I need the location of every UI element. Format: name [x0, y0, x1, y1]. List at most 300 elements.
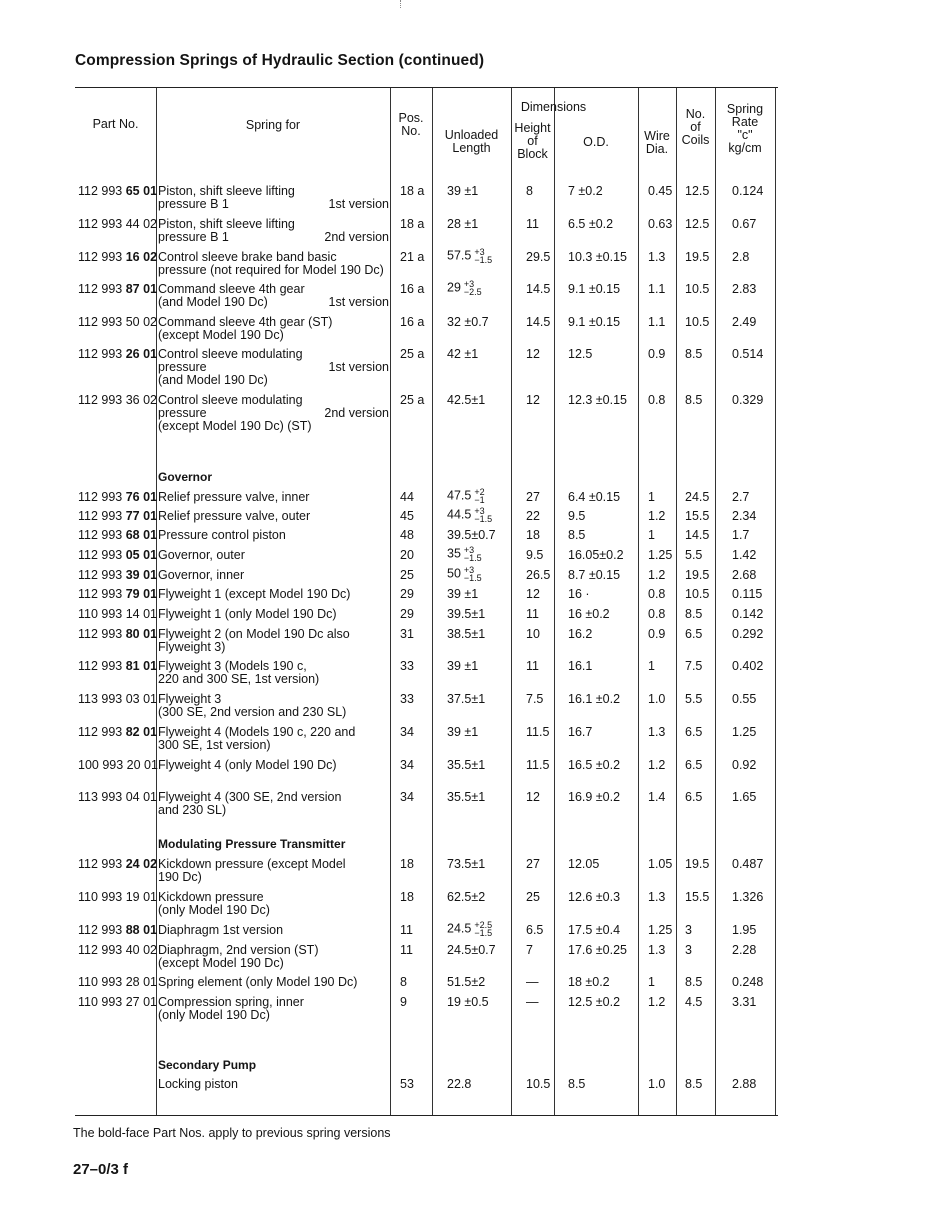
coil-count: 19.5	[685, 250, 710, 264]
tolerance-lower: −1.5	[474, 255, 493, 265]
pos-number: 25 a	[400, 393, 425, 407]
outer-diameter: 12.5	[568, 347, 593, 361]
part-number	[78, 693, 157, 706]
pos-number: 18 a	[400, 184, 425, 198]
pos-number: 31	[400, 627, 414, 641]
outer-diameter: 17.6 ±0.25	[568, 943, 627, 957]
wire-diameter: 1.3	[648, 943, 666, 957]
col-divider	[638, 88, 639, 1115]
part-number-bold: 80 01	[125, 627, 158, 641]
spring-description: Governor, outer	[158, 548, 245, 562]
outer-diameter: 16.1	[568, 659, 593, 673]
part-number-prefix: 110 993 14 01	[78, 607, 158, 621]
pos-number: 11	[400, 923, 413, 937]
coil-count: 5.5	[685, 548, 703, 562]
part-number-bold: 87 01	[125, 282, 158, 296]
spring-rate: 1.25	[732, 725, 757, 739]
part-number-prefix: 112 993	[78, 282, 126, 296]
spring-description: Kickdown pressure (except Model	[158, 857, 346, 871]
part-number-prefix: 113 993 03 01	[78, 692, 158, 706]
pos-number: 34	[400, 758, 414, 772]
pos-number: 33	[400, 659, 414, 673]
version-note: 1st version	[328, 295, 389, 309]
spring-rate: 1.326	[732, 890, 764, 904]
spring-rate: 0.514	[732, 347, 764, 361]
unloaded-length	[447, 996, 489, 1009]
block-height: 27	[526, 857, 540, 871]
spring-rate: 2.88	[732, 1077, 757, 1091]
pos-number: 25	[400, 568, 414, 582]
pos-number: 21 a	[400, 250, 425, 264]
pos-number: 8	[400, 975, 407, 989]
pos-number: 48	[400, 528, 414, 542]
part-number-bold: 76 01	[125, 490, 158, 504]
block-height: 14.5	[526, 315, 551, 329]
outer-diameter: 8.5	[568, 1077, 586, 1091]
outer-diameter: 16.7	[568, 725, 593, 739]
unloaded-length	[447, 488, 485, 504]
wire-diameter: 0.45	[648, 184, 673, 198]
part-number	[78, 759, 158, 772]
part-number	[78, 976, 157, 989]
spring-description: Diaphragm, 2nd version (ST)	[158, 943, 319, 957]
length-value: 42.5±1	[447, 393, 486, 407]
wire-diameter: 1.0	[648, 692, 666, 706]
spring-description: (except Model 190 Dc)	[158, 328, 284, 342]
part-number-bold: 39 01	[125, 568, 158, 582]
spring-rate: 2.7	[732, 490, 750, 504]
part-number-bold: 16 02	[125, 250, 158, 264]
spring-description: Kickdown pressure	[158, 890, 264, 904]
part-number-bold: 24 02	[125, 857, 158, 871]
outer-diameter: 9.1 ±0.15	[568, 282, 621, 296]
block-height: 12	[526, 790, 540, 804]
coil-count: 8.5	[685, 1077, 703, 1091]
col-divider	[775, 88, 776, 1115]
length-value: 32 ±0.7	[447, 315, 489, 329]
part-number-prefix: 113 993 04 01	[78, 790, 158, 804]
outer-diameter: 7 ±0.2	[568, 184, 603, 198]
length-value: 35	[447, 546, 461, 561]
unloaded-length	[447, 726, 478, 739]
header-unloaded-length: Unloaded Length	[444, 128, 499, 155]
coil-count: 10.5	[685, 587, 710, 601]
outer-diameter: 18 ±0.2	[568, 975, 610, 989]
part-number	[78, 628, 157, 641]
tolerance-lower: −1	[474, 495, 485, 505]
length-value: 39 ±1	[447, 659, 479, 673]
spring-description: Governor, inner	[158, 568, 245, 582]
length-value: 39 ±1	[447, 184, 479, 198]
wire-diameter: 1.4	[648, 790, 666, 804]
unloaded-length	[447, 566, 482, 582]
length-value: 39 ±1	[447, 725, 479, 739]
spring-description: pressure (not required for Model 190 Dc)	[158, 263, 384, 277]
pos-number: 45	[400, 509, 414, 523]
pos-number: 11	[400, 943, 413, 957]
part-number-bold: 05 01	[125, 548, 158, 562]
part-number-prefix: 110 993 27 01	[78, 995, 158, 1009]
spring-description: Diaphragm 1st version	[158, 923, 284, 937]
spring-description: Piston, shift sleeve lifting	[158, 217, 295, 231]
part-number	[78, 491, 157, 504]
wire-diameter: 1.3	[648, 890, 666, 904]
outer-diameter: 8.7 ±0.15	[568, 568, 621, 582]
spring-description: Flyweight 4 (300 SE, 2nd version	[158, 790, 342, 804]
tolerance-upper: +3	[463, 545, 475, 555]
block-height: 10	[526, 627, 540, 641]
outer-diameter: 9.1 ±0.15	[568, 315, 621, 329]
unloaded-length	[447, 1078, 471, 1091]
spring-description: Relief pressure valve, inner	[158, 490, 310, 504]
coil-count: 12.5	[685, 184, 710, 198]
unloaded-length	[447, 608, 485, 621]
version-note: 2nd version	[324, 230, 389, 244]
coil-count: 10.5	[685, 315, 710, 329]
outer-diameter: 17.5 ±0.4	[568, 923, 621, 937]
tolerance-lower: −1.5	[463, 573, 482, 583]
spring-rate: 3.31	[732, 995, 757, 1009]
page-title: Compression Springs of Hydraulic Section (continued)	[75, 52, 485, 69]
part-number-prefix: 112 993	[78, 490, 126, 504]
length-value: 39.5±1	[447, 607, 486, 621]
outer-diameter: 12.6 ±0.3	[568, 890, 621, 904]
coil-count: 6.5	[685, 725, 703, 739]
block-height: 25	[526, 890, 540, 904]
block-height: 29.5	[526, 250, 551, 264]
spring-rate: 2.49	[732, 315, 757, 329]
unloaded-length	[447, 944, 496, 957]
col-divider	[511, 88, 512, 1115]
part-number-prefix: 112 993	[78, 347, 126, 361]
spring-description: pressure	[158, 406, 207, 420]
spring-description: 300 SE, 1st version)	[158, 738, 271, 752]
coil-count: 6.5	[685, 627, 703, 641]
length-tolerance	[474, 248, 492, 264]
spring-rate: 2.83	[732, 282, 757, 296]
outer-diameter: 6.5 ±0.2	[568, 217, 614, 231]
spring-rate: 0.55	[732, 692, 757, 706]
spring-description: (except Model 190 Dc) (ST)	[158, 419, 312, 433]
unloaded-length	[447, 348, 478, 361]
coil-count: 8.5	[685, 393, 703, 407]
tolerance-lower: −1.5	[474, 928, 493, 938]
header-part-no: Part No.	[92, 117, 139, 131]
length-value: 24.5	[447, 921, 472, 936]
part-number	[78, 529, 157, 542]
wire-diameter: 0.9	[648, 627, 666, 641]
pos-number: 34	[400, 790, 414, 804]
wire-diameter: 1.2	[648, 568, 666, 582]
outer-diameter: 9.5	[568, 509, 586, 523]
pos-number: 29	[400, 607, 414, 621]
coil-count: 8.5	[685, 347, 703, 361]
unloaded-length	[447, 529, 496, 542]
part-number-prefix: 112 993	[78, 725, 126, 739]
length-tolerance	[464, 546, 482, 562]
col-divider	[715, 88, 716, 1115]
spring-rate: 0.115	[732, 587, 763, 601]
pos-number: 18 a	[400, 217, 425, 231]
wire-diameter: 1	[648, 975, 655, 989]
length-value: 38.5±1	[447, 627, 486, 641]
part-number-prefix: 112 993	[78, 857, 126, 871]
spring-rate: 0.487	[732, 857, 764, 871]
length-value: 73.5±1	[447, 857, 486, 871]
pos-number: 9	[400, 995, 407, 1009]
block-height: 12	[526, 587, 540, 601]
col-divider	[432, 88, 433, 1115]
part-number-prefix: 112 993	[78, 627, 126, 641]
outer-diameter: 16 ·	[568, 587, 590, 601]
length-value: 22.8	[447, 1077, 472, 1091]
length-value: 29	[447, 280, 461, 295]
tolerance-upper: +3	[463, 279, 475, 289]
length-value: 19 ±0.5	[447, 995, 489, 1009]
coil-count: 8.5	[685, 607, 703, 621]
spring-rate: 1.65	[732, 790, 757, 804]
spring-description: Command sleeve 4th gear (ST)	[158, 315, 333, 329]
part-number-prefix: 112 993 50 02	[78, 315, 158, 329]
block-height: 14.5	[526, 282, 551, 296]
spring-description: Flyweight 4 (Models 190 c, 220 and	[158, 725, 356, 739]
part-number	[78, 660, 157, 673]
version-note: 2nd version	[324, 406, 389, 420]
block-height: 8	[526, 184, 533, 198]
outer-diameter: 16.2	[568, 627, 593, 641]
outer-diameter: 16 ±0.2	[568, 607, 610, 621]
block-height: 11	[526, 607, 539, 621]
spring-description: (only Model 190 Dc)	[158, 1008, 270, 1022]
wire-diameter: 1.2	[648, 995, 666, 1009]
tolerance-lower: −2.5	[463, 287, 482, 297]
part-number-prefix: 112 993 36 02	[78, 393, 158, 407]
length-value: 24.5±0.7	[447, 943, 496, 957]
spring-description: Pressure control piston	[158, 528, 286, 542]
pos-number: 25 a	[400, 347, 425, 361]
unloaded-length	[447, 248, 492, 264]
spring-rate: 1.95	[732, 923, 757, 937]
length-value: 28 ±1	[447, 217, 479, 231]
part-number-bold: 88 01	[125, 923, 158, 937]
block-height: 11.5	[526, 758, 550, 772]
coil-count: 5.5	[685, 692, 703, 706]
spring-description: and 230 SL)	[158, 803, 227, 817]
coil-count: 15.5	[685, 509, 710, 523]
spring-description: (and Model 190 Dc)	[158, 373, 268, 387]
coil-count: 6.5	[685, 758, 703, 772]
wire-diameter: 1	[648, 528, 655, 542]
part-number	[78, 996, 157, 1009]
wire-diameter: 0.9	[648, 347, 666, 361]
part-number	[78, 394, 157, 407]
wire-diameter: 1.3	[648, 725, 666, 739]
wire-diameter: 0.8	[648, 587, 666, 601]
header-od: O.D.	[583, 135, 609, 149]
spring-rate: 2.68	[732, 568, 757, 582]
tolerance-upper: +3	[474, 506, 485, 516]
unloaded-length	[447, 394, 485, 407]
spring-description: Flyweight 3 (Models 190 c,	[158, 659, 307, 673]
block-height: 11.5	[526, 725, 550, 739]
pos-number: 29	[400, 587, 414, 601]
spring-description: Flyweight 3	[158, 692, 222, 706]
header-dimensions: Dimensions	[520, 100, 587, 114]
part-number	[78, 316, 157, 329]
part-number	[78, 608, 157, 621]
length-value: 62.5±2	[447, 890, 486, 904]
block-height: 7.5	[526, 692, 544, 706]
coil-count: 7.5	[685, 659, 703, 673]
block-height: 12	[526, 347, 540, 361]
part-number-prefix: 110 993 19 01	[78, 890, 158, 904]
block-height: 6.5	[526, 923, 544, 937]
length-value: 44.5	[447, 507, 472, 522]
coil-count: 3	[685, 923, 692, 937]
spring-description: Flyweight 1 (only Model 190 Dc)	[158, 607, 337, 621]
wire-diameter: 1.1	[648, 315, 666, 329]
pos-number: 16 a	[400, 282, 425, 296]
spring-rate: 0.292	[732, 627, 764, 641]
outer-diameter: 16.1 ±0.2	[568, 692, 621, 706]
spring-description: Locking piston	[158, 1077, 238, 1091]
spring-description: Compression spring, inner	[158, 995, 304, 1009]
pos-number: 16 a	[400, 315, 425, 329]
part-number-prefix: 110 993 28 01	[78, 975, 158, 989]
length-tolerance	[464, 280, 482, 296]
coil-count: 6.5	[685, 790, 703, 804]
unloaded-length	[447, 185, 478, 198]
part-number-prefix: 112 993 40 02	[78, 943, 158, 957]
header-height-of-block: Height of Block	[514, 121, 551, 161]
spring-description: Flyweight 3)	[158, 640, 226, 654]
spring-description: Control sleeve modulating	[158, 393, 303, 407]
block-height: 26.5	[526, 568, 551, 582]
pos-number: 34	[400, 725, 414, 739]
version-note: 1st version	[328, 360, 389, 374]
length-value: 35.5±1	[447, 758, 486, 772]
pos-number: 44	[400, 490, 414, 504]
part-number	[78, 791, 157, 804]
header-spring-for: Spring for	[245, 118, 301, 132]
spring-description: 220 and 300 SE, 1st version)	[158, 672, 320, 686]
part-number-prefix: 100 993 20 01	[78, 758, 158, 772]
part-number	[78, 569, 157, 582]
unloaded-length	[447, 588, 478, 601]
length-value: 47.5	[447, 488, 472, 503]
part-number-prefix: 112 993 44 02	[78, 217, 158, 231]
header-wire-dia: Wire Dia.	[644, 129, 670, 156]
col-divider	[554, 88, 555, 1115]
part-number-prefix: 112 993	[78, 548, 126, 562]
pos-number: 33	[400, 692, 414, 706]
spring-description: (300 SE, 2nd version and 230 SL)	[158, 705, 347, 719]
length-value: 42 ±1	[447, 347, 479, 361]
part-number	[78, 891, 157, 904]
spring-description: Flyweight 4 (only Model 190 Dc)	[158, 758, 337, 772]
pos-number: 18	[400, 890, 414, 904]
unloaded-length	[447, 628, 485, 641]
spring-description: Command sleeve 4th gear	[158, 282, 305, 296]
block-height: —	[526, 975, 539, 989]
block-height: 22	[526, 509, 540, 523]
tolerance-lower: −1.5	[463, 553, 482, 563]
coil-count: 19.5	[685, 568, 710, 582]
wire-diameter: 1.3	[648, 250, 666, 264]
unloaded-length	[447, 546, 482, 562]
col-divider	[676, 88, 677, 1115]
outer-diameter: 6.4 ±0.15	[568, 490, 621, 504]
spring-rate: 0.92	[732, 758, 757, 772]
block-height: 27	[526, 490, 540, 504]
part-number-bold: 68 01	[125, 528, 158, 542]
spring-rate: 1.7	[732, 528, 750, 542]
wire-diameter: 0.8	[648, 393, 666, 407]
unloaded-length	[447, 759, 485, 772]
part-number	[78, 185, 157, 198]
spring-rate: 2.34	[732, 509, 757, 523]
spring-description: pressure B 1	[158, 197, 229, 211]
wire-diameter: 1.1	[648, 282, 666, 296]
outer-diameter: 8.5	[568, 528, 586, 542]
spring-rate: 0.67	[732, 217, 757, 231]
part-number-prefix: 112 993	[78, 587, 126, 601]
part-number-bold: 77 01	[125, 509, 158, 523]
spring-rate: 0.248	[732, 975, 764, 989]
block-height: 7	[526, 943, 533, 957]
spring-description: Flyweight 1 (except Model 190 Dc)	[158, 587, 351, 601]
unloaded-length	[447, 218, 478, 231]
pos-number: 20	[400, 548, 414, 562]
outer-diameter: 12.05	[568, 857, 600, 871]
coil-count: 12.5	[685, 217, 710, 231]
length-tolerance	[474, 507, 492, 523]
tolerance-upper: +3	[463, 565, 475, 575]
coil-count: 8.5	[685, 975, 703, 989]
wire-diameter: 0.8	[648, 607, 666, 621]
part-number-prefix: 112 993	[78, 250, 126, 264]
block-height: 9.5	[526, 548, 544, 562]
outer-diameter: 16.5 ±0.2	[568, 758, 621, 772]
scan-mark	[400, 0, 402, 8]
unloaded-length	[447, 693, 485, 706]
spring-description: 190 Dc)	[158, 870, 202, 884]
col-divider	[156, 88, 157, 1115]
wire-diameter: 0.63	[648, 217, 673, 231]
part-number	[78, 549, 157, 562]
tolerance-upper: +3	[474, 247, 485, 257]
spring-description: (except Model 190 Dc)	[158, 956, 284, 970]
part-number-bold: 81 01	[125, 659, 158, 673]
block-height: 11	[526, 217, 539, 231]
block-height: 10.5	[526, 1077, 551, 1091]
spring-description: Relief pressure valve, outer	[158, 509, 311, 523]
tolerance-upper: +2	[474, 487, 485, 497]
length-value: 57.5	[447, 248, 472, 263]
header-spring-rate: Spring Rate "c" kg/cm	[726, 102, 764, 155]
unloaded-length	[447, 791, 485, 804]
spring-description: Flyweight 2 (on Model 190 Dc also	[158, 627, 350, 641]
springs-table	[75, 87, 778, 1116]
part-number	[78, 858, 157, 871]
page-number: 27–0/3 f	[73, 1161, 129, 1178]
unloaded-length	[447, 316, 489, 329]
outer-diameter: 12.5 ±0.2	[568, 995, 621, 1009]
footnote: The bold-face Part Nos. apply to previous spring versions	[73, 1126, 391, 1140]
block-height: 11	[526, 659, 539, 673]
wire-diameter: 1.25	[648, 548, 673, 562]
length-value: 39.5±0.7	[447, 528, 496, 542]
